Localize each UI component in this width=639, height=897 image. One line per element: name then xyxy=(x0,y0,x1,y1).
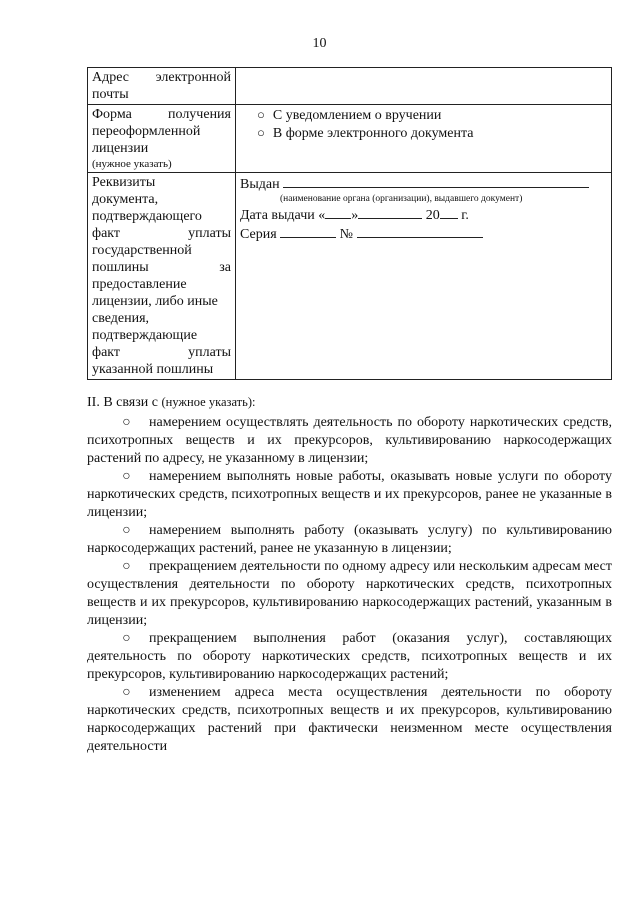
email-label-cont: почты xyxy=(92,87,129,102)
email-value-cell[interactable] xyxy=(236,68,612,105)
reason-item xyxy=(87,468,612,522)
date-year-field[interactable] xyxy=(440,205,458,219)
req-line: лицензии, либо иные xyxy=(92,294,218,309)
radio-circle-icon[interactable]: ○ xyxy=(122,415,131,430)
req-line: Реквизиты xyxy=(92,175,156,190)
reason-text: намерением выполнять новые работы, оказывать новые услуги по обороту наркотических средств, психотропных веществ и их прекурсоров, ранее не указанные в лицензии; xyxy=(87,469,612,520)
req-line: документа, xyxy=(92,192,159,207)
reason-item xyxy=(87,414,612,468)
issued-note: (наименование органа (организации), выдавшего документ) xyxy=(280,194,523,204)
form-receipt-label-2: переоформленной xyxy=(92,124,201,139)
date-year: 20 xyxy=(425,208,440,223)
reason-item xyxy=(87,630,612,684)
reason-text: намерением выполнять работу (оказывать услугу) по культивированию наркосодержащих растений, ранее не указанную в лицензии; xyxy=(87,523,612,556)
reason-item xyxy=(87,684,612,756)
reason-text: изменением адреса места осуществления деятельности по обороту наркотических средств, психотропных веществ и их прекурсоров, культивированию наркосодержащих растений при фактически неизменном месте осуществления деятельности xyxy=(87,685,612,754)
form-receipt-label: Форма получения xyxy=(92,107,231,122)
page-number: 10 xyxy=(312,36,327,51)
issued-label: Выдан xyxy=(240,177,280,192)
radio-circle-icon[interactable]: ○ xyxy=(257,107,265,122)
req-line: сведения, xyxy=(92,311,150,326)
option-electronic[interactable] xyxy=(240,124,607,142)
form-receipt-note: (нужное указать) xyxy=(92,158,172,170)
req-line: факт уплаты xyxy=(92,345,231,360)
section-heading-note: (нужное указать): xyxy=(161,395,256,409)
reason-item xyxy=(87,558,612,630)
reason-text: намерением осуществлять деятельность по обороту наркотических средств, психотропных веществ и их прекурсоров, культивированию наркосодержащих растений по адресу, не указанному в лицензии; xyxy=(87,415,612,466)
email-label: Адрес электронной xyxy=(92,70,231,85)
radio-circle-icon[interactable]: ○ xyxy=(122,685,131,700)
option-notification[interactable] xyxy=(240,106,607,124)
requisites-label-cell xyxy=(88,173,236,380)
date-mid: » xyxy=(351,208,359,223)
email-label-cell xyxy=(88,68,236,105)
radio-circle-icon[interactable]: ○ xyxy=(122,559,131,574)
option-label: С уведомлением о вручении xyxy=(272,108,442,123)
date-month-field[interactable] xyxy=(358,205,422,219)
reason-item xyxy=(87,522,612,558)
form-receipt-label-3: лицензии xyxy=(92,141,149,156)
reason-text: прекращением выполнения работ (оказания услуг), составляющих деятельность по обороту наркотических средств, психотропных веществ и их прекурсоров, культивированию наркосодержащих растений; xyxy=(87,631,612,682)
req-line: подтверждающие xyxy=(92,328,198,343)
section-ii xyxy=(87,393,612,756)
number-field[interactable] xyxy=(357,224,483,238)
series-field[interactable] xyxy=(280,224,336,238)
req-line: подтверждающего xyxy=(92,209,202,224)
radio-circle-icon[interactable]: ○ xyxy=(122,469,131,484)
series-label: Серия xyxy=(240,227,277,242)
req-line: пошлины за xyxy=(92,260,231,275)
radio-circle-icon[interactable]: ○ xyxy=(122,631,131,646)
date-line xyxy=(240,205,607,224)
issued-field[interactable] xyxy=(283,174,589,188)
requisites-value-cell xyxy=(236,173,612,380)
req-line: предоставление xyxy=(92,277,187,292)
issued-line xyxy=(240,174,607,193)
radio-circle-icon[interactable]: ○ xyxy=(122,523,131,538)
series-line xyxy=(240,224,607,243)
section-heading xyxy=(87,393,612,412)
date-day-field[interactable] xyxy=(325,205,351,219)
requisites-row xyxy=(88,173,612,380)
date-suffix: г. xyxy=(461,208,469,223)
date-label: Дата выдачи « xyxy=(240,208,326,223)
form-receipt-options-cell xyxy=(236,105,612,173)
req-line: указанной пошлины xyxy=(92,362,214,377)
form-receipt-label-cell xyxy=(88,105,236,173)
option-label: В форме электронного документа xyxy=(272,126,474,141)
license-form-table xyxy=(87,67,612,380)
number-label: № xyxy=(339,227,354,242)
section-heading-text: II. В связи с xyxy=(87,395,158,410)
form-receipt-row xyxy=(88,105,612,173)
req-line: государственной xyxy=(92,243,192,258)
radio-circle-icon[interactable]: ○ xyxy=(257,125,265,140)
reason-text: прекращением деятельности по одному адресу или нескольким адресам мест осуществления деятельности по обороту наркотических средств, психотропных веществ и их прекурсоров, культивированию наркосодержащих растений, указанным в лицензии; xyxy=(87,559,612,628)
email-row xyxy=(88,68,612,105)
req-line: факт уплаты xyxy=(92,226,231,241)
